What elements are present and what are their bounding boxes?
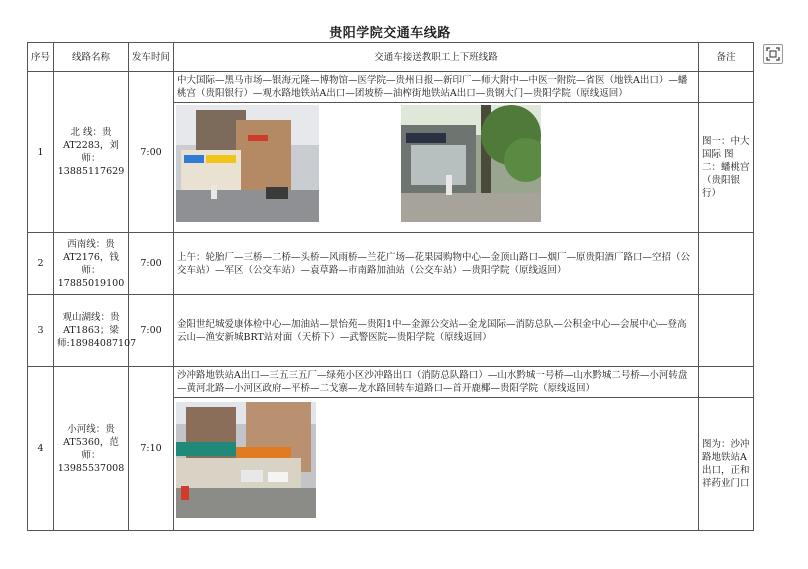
note-cell: 图为：沙冲路地铁站A出口，正和祥药业门口 [699, 398, 754, 531]
photos-cell [174, 103, 699, 233]
note-cell [699, 295, 754, 367]
header-route: 线路名称 [54, 43, 129, 72]
scan-button[interactable] [763, 44, 783, 64]
table-row [28, 367, 754, 398]
photo-shachong-station [176, 402, 316, 518]
route-stops: 中大国际—黑马市场—银海元隆—博物馆—医学院—贵州日报—新印厂—师大附中—中医一附院—省医（地铁A出口）—蟠桃宫（贵阳银行）—观水路地铁站A出口—团坡桥—油榨街地铁站A出口—贵钢大门—贵阳学院（原线返回） [174, 72, 699, 103]
header-time: 发车时间 [129, 43, 174, 72]
table-row [28, 295, 754, 367]
row-no: 1 [28, 72, 54, 233]
row-no: 2 [28, 233, 54, 295]
depart-time: 7:00 [129, 233, 174, 295]
header-stops: 交通车接送教职工上下班线路 [174, 43, 699, 72]
route-stops: 沙冲路地铁站A出口—三五三五厂—绿苑小区沙冲路出口（消防总队路口）—山水黔城一号桥—山水黔城二号桥—小河转盘—黄河北路—小河区政府—平桥—二戈寨—龙水路回转车道路口—首开鹿椰—贵阳学院（原线返回） [174, 367, 699, 398]
route-name: 观山湖线：贵AT1863；梁师:18984087107 [54, 295, 129, 367]
scan-icon [764, 45, 782, 63]
table-row [28, 233, 754, 295]
route-stops: 上午：轮胎厂—三桥—二桥—头桥—风雨桥—兰花广场—花果园购物中心—金顶山路口—烟厂—原贵阳酒厂路口—空招（公交车站）—军区（公交车站）—袁草路—市南路加油站（公交车站）—贵阳学院（原线返回） [174, 233, 699, 295]
route-name: 北 线：贵AT2283，刘师：13885117629 [54, 72, 129, 233]
depart-time: 7:00 [129, 295, 174, 367]
table-header-row [28, 43, 754, 72]
header-no: 序号 [28, 43, 54, 72]
depart-time: 7:10 [129, 367, 174, 531]
depart-time: 7:00 [129, 72, 174, 233]
note-cell [699, 233, 754, 295]
note-empty [699, 367, 754, 398]
route-name: 小河线：贵AT5360，范师：13985537008 [54, 367, 129, 531]
route-stops: 金阳世纪城爱康体检中心—加油站—景怡苑—贵阳1中—金源公交站—金龙国际—消防总队—公积金中心—会展中心—登高云山—渔安新城BRT站对面（天桥下）—武警医院—贵阳学院（原线返回） [174, 295, 699, 367]
photo-pantaogong-bank [401, 105, 541, 222]
photo-zhongda-plaza [176, 105, 319, 222]
row-no: 4 [28, 367, 54, 531]
header-note: 备注 [699, 43, 754, 72]
routes-table [27, 42, 754, 531]
photos-cell [174, 398, 699, 531]
page-title: 贵阳学院交通车线路 [329, 26, 451, 41]
note-empty [699, 72, 754, 103]
table-row [28, 72, 754, 103]
route-name: 西南线：贵AT2176，钱师：17885019100 [54, 233, 129, 295]
note-cell: 图一：中大国际 图二：蟠桃宫（贵阳银行） [699, 103, 754, 233]
row-no: 3 [28, 295, 54, 367]
